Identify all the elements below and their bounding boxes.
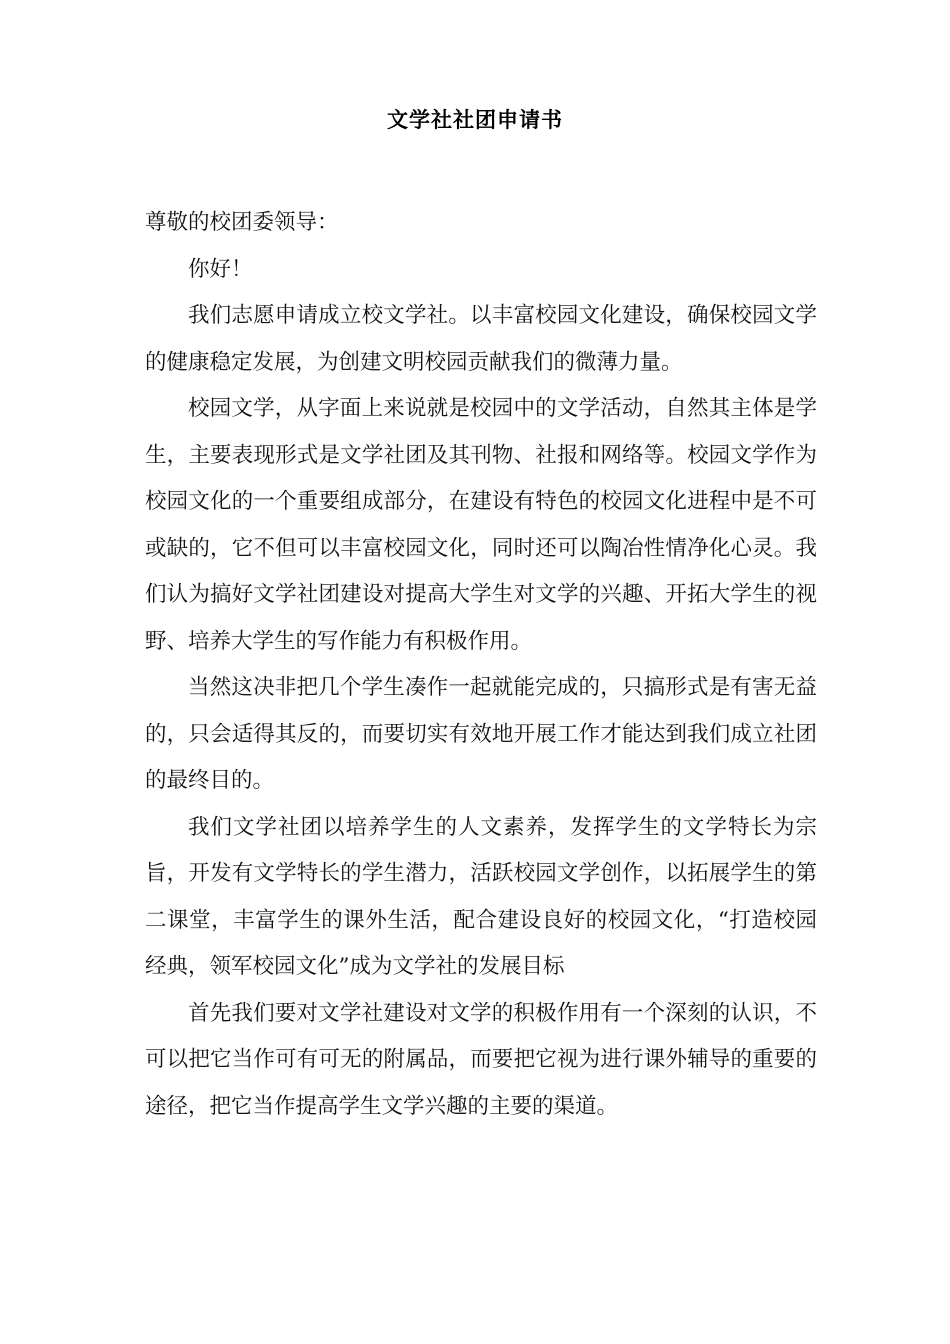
- paragraph-effective-work: 当然这决非把几个学生凑作一起就能完成的，只搞形式是有害无益的，只会适得其反的，而要切实有效地开展工作才能达到我们成立社团的最终目的。: [145, 675, 817, 793]
- document-title: 文学社社团申请书: [387, 108, 563, 132]
- paragraph-understanding: 首先我们要对文学社建设对文学的积极作用有一个深刻的认识，不可以把它当作可有可无的附属品，而要把它视为进行课外辅导的重要的途径，把它当作提高学生文学兴趣的主要的渠道。: [145, 1000, 817, 1119]
- paragraph-intent: 我们志愿申请成立校文学社。以丰富校园文化建设，确保校园文学的健康稳定发展，为创建文明校园贡献我们的微薄力量。: [145, 303, 817, 375]
- paragraph-greeting: 你好！: [188, 256, 253, 282]
- paragraph-goals: 我们文学社团以培养学生的人文素养，发挥学生的文学特长为宗旨，开发有文学特长的学生潜力，活跃校园文学创作，以拓展学生的第二课堂，丰富学生的课外生活，配合建设良好的校园文化，“打造校园经典，领军校园文化”成为文学社的发展目标: [145, 814, 817, 979]
- document-body: [145, 200, 817, 1130]
- salutation: 尊敬的校团委领导：: [145, 210, 339, 235]
- paragraph-campus-literature: 校园文学，从字面上来说就是校园中的文学活动，自然其主体是学生，主要表现形式是文学社团及其刊物、社报和网络等。校园文学作为校园文化的一个重要组成部分，在建设有特色的校园文化进程中是不可或缺的，它不但可以丰富校园文化，同时还可以陶冶性情净化心灵。我们认为搞好文学社团建设对提高大学生对文学的兴趣、开拓大学生的视野、培养大学生的写作能力有积极作用。: [145, 396, 817, 654]
